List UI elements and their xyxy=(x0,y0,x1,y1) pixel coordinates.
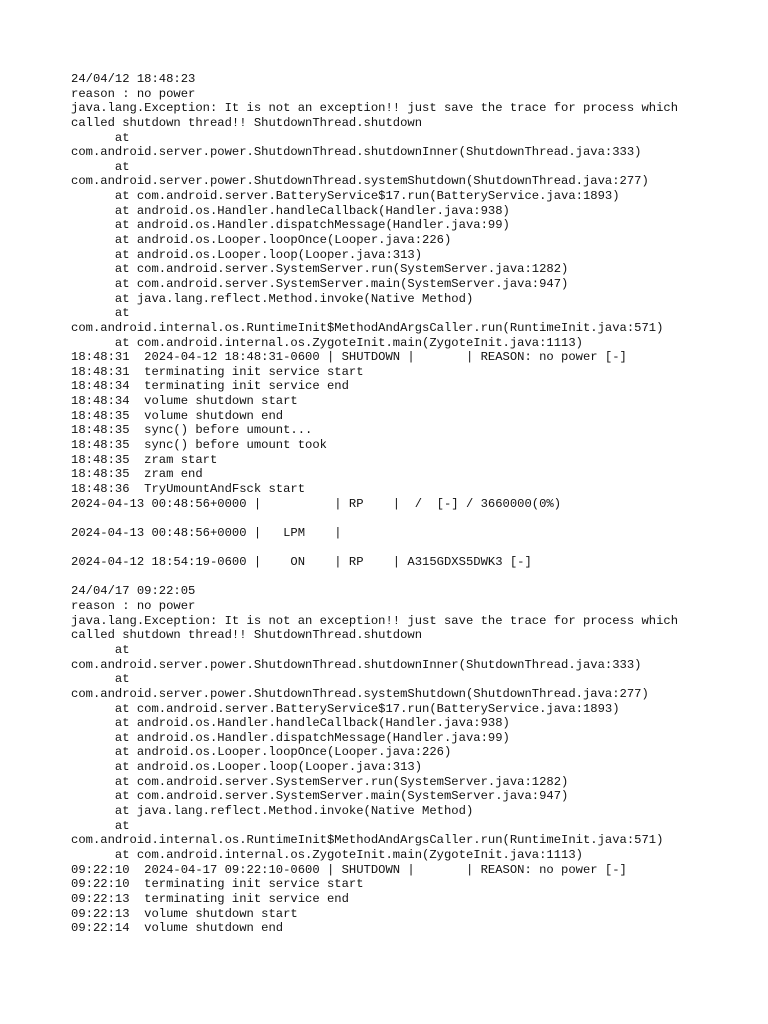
log-line: 2024-04-13 00:48:56+0000 | LPM | xyxy=(71,525,342,540)
log-line: com.android.server.power.ShutdownThread.shutdownInner(ShutdownThread.java:333) xyxy=(71,145,642,160)
log-line: at xyxy=(71,818,130,833)
log-line: 18:48:35 sync() before umount took xyxy=(71,438,327,453)
log-document xyxy=(71,72,761,936)
log-line: at android.os.Handler.handleCallback(Handler.java:938) xyxy=(71,716,510,731)
log-line: 2024-04-13 00:48:56+0000 | | RP | / [-] / 3660000(0%) xyxy=(71,496,562,511)
log-line: at xyxy=(71,306,130,321)
log-line: at android.os.Looper.loopOnce(Looper.java:226) xyxy=(71,233,452,248)
log-line: at xyxy=(71,159,130,174)
log-line: called shutdown thread!! ShutdownThread.shutdown xyxy=(71,115,423,130)
log-line: 18:48:31 terminating init service start xyxy=(71,364,364,379)
log-line xyxy=(71,541,761,556)
log-line: at com.android.server.BatteryService$17.run(BatteryService.java:1893) xyxy=(71,189,620,204)
log-line: com.android.server.power.ShutdownThread.shutdownInner(ShutdownThread.java:333) xyxy=(71,657,642,672)
log-line: at com.android.server.BatteryService$17.run(BatteryService.java:1893) xyxy=(71,701,620,716)
log-line: 2024-04-12 18:54:19-0600 | ON | RP | A315GDXS5DWK3 [-] xyxy=(71,555,532,570)
log-line: com.android.server.power.ShutdownThread.systemShutdown(ShutdownThread.java:277) xyxy=(71,686,649,701)
log-line: 18:48:36 TryUmountAndFsck start xyxy=(71,481,306,496)
log-line: 18:48:35 zram end xyxy=(71,467,203,482)
log-line: at xyxy=(71,672,130,687)
log-line: 09:22:13 volume shutdown start xyxy=(71,906,298,921)
log-line: at com.android.internal.os.ZygoteInit.main(ZygoteInit.java:1113) xyxy=(71,335,583,350)
log-line: at android.os.Looper.loopOnce(Looper.java:226) xyxy=(71,745,452,760)
log-line: 09:22:13 terminating init service end xyxy=(71,891,349,906)
log-line: java.lang.Exception: It is not an exception!! just save the trace for process which xyxy=(71,613,679,628)
log-line: com.android.internal.os.RuntimeInit$MethodAndArgsCaller.run(RuntimeInit.java:571) xyxy=(71,320,664,335)
log-line: 09:22:10 terminating init service start xyxy=(71,877,364,892)
log-line: 18:48:34 terminating init service end xyxy=(71,379,349,394)
log-line: 18:48:35 sync() before umount... xyxy=(71,423,313,438)
log-line: 18:48:34 volume shutdown start xyxy=(71,394,298,409)
log-line xyxy=(71,511,761,526)
log-line: at com.android.server.SystemServer.main(SystemServer.java:947) xyxy=(71,276,569,291)
log-line: 18:48:35 volume shutdown end xyxy=(71,408,284,423)
log-line: at android.os.Looper.loop(Looper.java:313) xyxy=(71,760,423,775)
log-line: reason : no power xyxy=(71,599,196,614)
log-line: called shutdown thread!! ShutdownThread.shutdown xyxy=(71,628,423,643)
log-line: 24/04/17 09:22:05 xyxy=(71,584,196,599)
log-line: at android.os.Handler.handleCallback(Handler.java:938) xyxy=(71,203,510,218)
log-line: 18:48:31 2024-04-12 18:48:31-0600 | SHUTDOWN | | REASON: no power [-] xyxy=(71,350,627,365)
log-line: 24/04/12 18:48:23 xyxy=(71,72,196,86)
log-line xyxy=(71,570,761,585)
log-line: at com.android.server.SystemServer.main(SystemServer.java:947) xyxy=(71,789,569,804)
log-line: at com.android.server.SystemServer.run(SystemServer.java:1282) xyxy=(71,262,569,277)
log-line: at xyxy=(71,642,130,657)
log-body xyxy=(71,72,761,936)
log-line: 18:48:35 zram start xyxy=(71,452,218,467)
log-line: at java.lang.reflect.Method.invoke(Native Method) xyxy=(71,291,474,306)
log-line: at com.android.internal.os.ZygoteInit.main(ZygoteInit.java:1113) xyxy=(71,847,583,862)
log-line: com.android.server.power.ShutdownThread.systemShutdown(ShutdownThread.java:277) xyxy=(71,174,649,189)
log-line: at xyxy=(71,130,130,145)
log-line: at android.os.Handler.dispatchMessage(Handler.java:99) xyxy=(71,730,510,745)
log-line: java.lang.Exception: It is not an exception!! just save the trace for process which xyxy=(71,101,679,116)
log-line: 09:22:10 2024-04-17 09:22:10-0600 | SHUTDOWN | | REASON: no power [-] xyxy=(71,862,627,877)
log-line: at java.lang.reflect.Method.invoke(Native Method) xyxy=(71,804,474,819)
log-line: at android.os.Looper.loop(Looper.java:313) xyxy=(71,247,423,262)
log-line: at android.os.Handler.dispatchMessage(Handler.java:99) xyxy=(71,218,510,233)
log-line: reason : no power xyxy=(71,86,196,101)
log-line: com.android.internal.os.RuntimeInit$MethodAndArgsCaller.run(RuntimeInit.java:571) xyxy=(71,833,664,848)
log-line: at com.android.server.SystemServer.run(SystemServer.java:1282) xyxy=(71,774,569,789)
log-line: 09:22:14 volume shutdown end xyxy=(71,921,284,936)
